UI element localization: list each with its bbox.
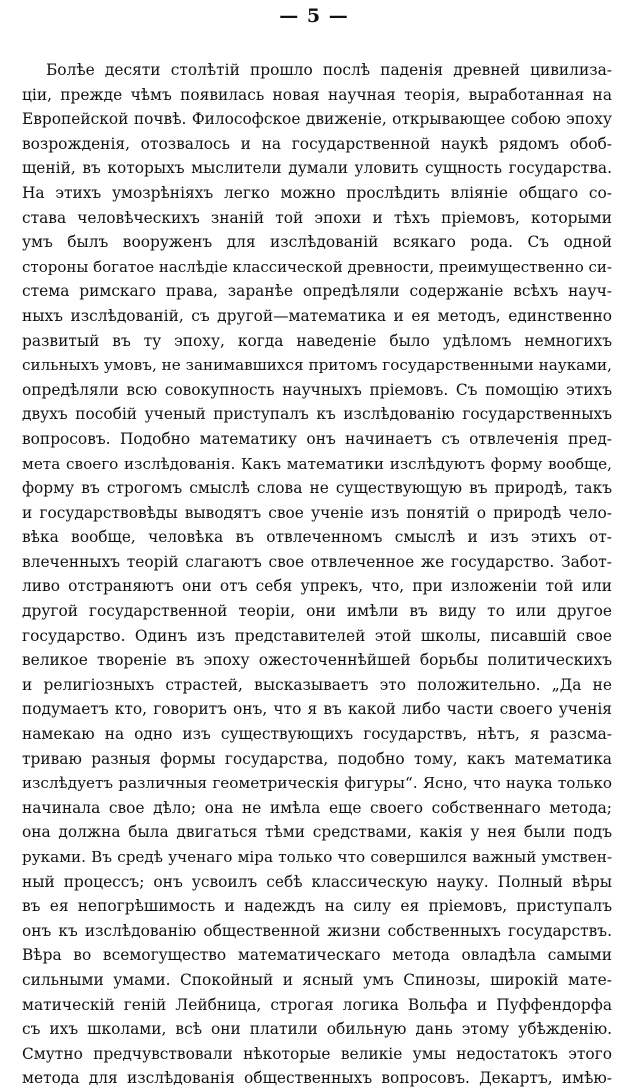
text-line: руками. Въ средѣ ученаго міра только что совершился важный умствен- xyxy=(22,848,612,866)
text-line: ливо отстраняютъ они отъ себя упрекъ, что, при изложеніи той или xyxy=(22,577,612,596)
text-line: сильными умами. Спокойный и ясный умъ Спинозы, широкій мате- xyxy=(22,970,612,989)
text-line: изслѣдуетъ различныя геометрическія фигуры“. Ясно, что наука только xyxy=(22,774,612,793)
text-line: другой государственной теоріи, они имѣли въ виду то или другое xyxy=(22,602,612,621)
text-line: На этихъ умозрѣніяхъ легко можно прослѣдить вліяніе общаго со- xyxy=(22,183,612,202)
text-line: метода для изслѣдованія общественныхъ вопросовъ. Декартъ, имѣю- xyxy=(22,1069,612,1088)
text-line: стема римскаго права, заранѣе опредѣляли содержаніе всѣхъ науч- xyxy=(22,282,612,301)
text-line: Европейской почвѣ. Философское движеніе, открывающее собою эпоху xyxy=(22,110,612,129)
text-line: она должна была двигаться тѣми средствами, какія у нея были подъ xyxy=(22,823,612,842)
text-line: великое твореніе въ эпоху ожесточеннѣйшей борьбы политическихъ xyxy=(22,651,612,670)
text-line: онъ къ изслѣдованію общественной жизни собственныхъ государствъ. xyxy=(22,921,612,940)
text-line: двухъ пособій ученый приступалъ къ изслѣдованію государственныхъ xyxy=(22,405,612,424)
text-line: щеній, въ которыхъ мыслители думали уловить сущность государства. xyxy=(22,159,612,178)
text-line: ный процессъ; онъ усвоилъ себѣ классическую науку. Полный вѣры xyxy=(22,872,612,891)
body-text xyxy=(22,58,612,1091)
text-line: въ ея непогрѣшимость и надеждъ на силу ея пріемовъ, приступалъ xyxy=(22,897,612,916)
text-line: мета своего изслѣдованія. Какъ математики изслѣдуютъ форму вообще, xyxy=(22,454,612,473)
text-line: влеченныхъ теорій слагаютъ свое отвлеченное же государство. Забот- xyxy=(22,552,612,571)
text-line: ныхъ изслѣдованій, съ другой—математика и ея методъ, единственно xyxy=(22,306,612,325)
text-line: развитый въ ту эпоху, когда наведеніе было удѣломъ немногихъ xyxy=(22,331,612,350)
text-line: государство. Одинъ изъ представителей этой школы, писавшій свое xyxy=(22,626,612,645)
text-line: става человѣческихъ знаній той эпохи и тѣхъ пріемовъ, которыми xyxy=(22,208,612,227)
text-line: вопросовъ. Подобно математику онъ начинаетъ съ отвлеченія пред- xyxy=(22,429,612,448)
text-line: матическій геній Лейбница, строгая логика Вольфа и Пуффендорфа xyxy=(22,995,612,1014)
page-number: — 5 — xyxy=(279,5,349,27)
text-line: стороны богатое наслѣдіе классической древности, преимущественно си- xyxy=(22,257,612,276)
text-line: умъ былъ вооруженъ для изслѣдованій всякаго рода. Съ одной xyxy=(22,233,612,252)
text-line: Болѣе десяти столѣтій прошло послѣ паденія древней цивилиза- xyxy=(46,61,612,79)
text-line: Смутно предчувствовали нѣкоторые великіе умы недостатокъ этого xyxy=(22,1044,612,1063)
text-line: вѣка вообще, человѣка въ отвлеченномъ смыслѣ и изъ этихъ от- xyxy=(22,528,612,547)
text-line: ціи, прежде чѣмъ появилась новая научная теорія, выработанная на xyxy=(22,85,612,104)
text-line: возрожденія, отозвалось и на государственной наукѣ рядомъ обоб- xyxy=(22,134,612,153)
text-line: форму въ строгомъ смыслѣ слова не существующую въ природѣ, такъ xyxy=(22,479,612,498)
text-line: и религіозныхъ страстей, высказываетъ это положительно. „Да не xyxy=(22,675,612,694)
text-line: Вѣра во всемогущество математическаго метода овладѣла самыми xyxy=(22,946,612,965)
text-line: и государствовѣды выводятъ свое ученіе изъ понятій о природѣ чело- xyxy=(22,503,612,522)
text-line: начинала свое дѣло; она не имѣла еще своего собственнаго метода; xyxy=(22,798,612,817)
text-line: подумаетъ кто, говоритъ онъ, что я въ какой либо части своего ученія xyxy=(22,700,612,719)
text-line: сильныхъ умовъ, не занимавшихся притомъ государственными науками, xyxy=(22,356,612,375)
text-line: опредѣляли всю совокупность научныхъ пріемовъ. Съ помощію этихъ xyxy=(22,380,612,399)
text-line: триваю разныя формы государства, подобно тому, какъ математика xyxy=(22,749,612,768)
text-line: съ ихъ школами, всѣ они платили обильную дань этому убѣжденію. xyxy=(22,1020,612,1039)
text-line: намекаю на одно изъ существующихъ государствъ, нѣтъ, я разсма- xyxy=(22,725,612,744)
